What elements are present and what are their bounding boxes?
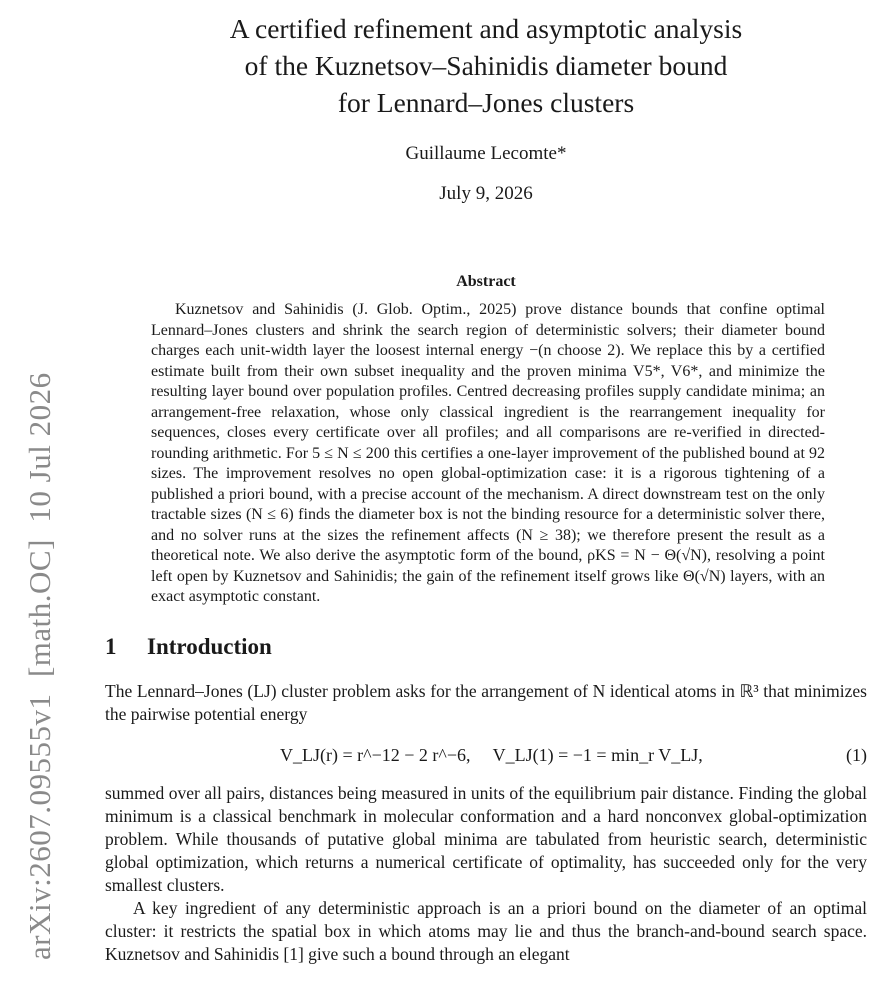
section-title: Introduction (147, 633, 272, 659)
section-body (105, 680, 867, 966)
paper-title (105, 10, 867, 121)
equation-body: V_LJ(r) = r^−12 − 2 r^−6, V_LJ(1) = −1 = min_r V_LJ, (280, 744, 703, 765)
abstract-heading: Abstract (456, 273, 516, 290)
equation-1 (105, 734, 867, 778)
paragraph: The Lennard–Jones (LJ) cluster problem asks for the arrangement of N identical atoms in ℝ³ that minimizes the pairwise potential energy (105, 680, 867, 724)
date: July 9, 2026 (439, 183, 533, 204)
paper-page (105, 0, 867, 966)
equation-number: (1) (846, 744, 867, 765)
title-line: for Lennard–Jones clusters (337, 87, 635, 118)
section-number: 1 (105, 633, 117, 659)
abstract-text: Kuznetsov and Sahinidis (J. Glob. Optim., 2025) prove distance bounds that confine optimal Lennard–Jones clusters and shrink the search region of deterministic solvers; their diameter bound charges each unit-width layer the loosest internal energy −(n choose 2). We replace this by a certified estimate built from their own subset inequality and the proven minima V5*, V6*, and minimize the resulting layer bound over population profiles. Centred decreasing profiles supply candidate minima; an arrangement-free relaxation, whose only classical ingredient is the rearrangement inequality for sequences, closes every certificate over all profiles; and all comparisons are re-verified in directed-rounding arithmetic. For 5 ≤ N ≤ 200 this certifies a one-layer improvement of the published bound at 92 sizes. The improvement resolves no open global-optimization case: it is a rigorous tightening of a published a priori bound, with a precise account of the mechanism. A direct downstream test on the only tractable sizes (N ≤ 6) finds the diameter box is not the binding resource for a deterministic solver there, and no solver runs at the sizes the refinement affects (N ≥ 38); we therefore present the result as a theoretical note. We also derive the asymptotic form of the bound, ρKS = N − Θ(√N), resolving a point left open by Kuznetsov and Sahinidis; the gain of the refinement itself grows like Θ(√N) layers, with an exact asymptotic constant. (151, 301, 825, 605)
paragraph: A key ingredient of any deterministic approach is an a priori bound on the diameter of an optimal cluster: it restricts the spatial box in which atoms may lie and thus the branch-and-bound search space. Kuznetsov and Sahinidis [1] give such a bound through an elegant (105, 897, 867, 964)
abstract (151, 300, 825, 608)
arxiv-sidebar-stamp: arXiv:2607.09555v1 [math.OC] 10 Jul 2026 (22, 372, 57, 960)
title-line: A certified refinement and asymptotic analysis (229, 13, 743, 44)
section-heading (105, 634, 867, 660)
title-line: of the Kuznetsov–Sahinidis diameter bound (244, 50, 728, 81)
author: Guillaume Lecomte* (405, 143, 567, 164)
paragraph: summed over all pairs, distances being measured in units of the equilibrium pair distance. Finding the global minimum is a classical benchmark in molecular conformation and a hard nonconvex global-optimization problem. While thousands of putative global minima are tabulated from heuristic search, deterministic global optimization, which returns a numerical certificate of optimality, has succeeded only for the very smallest clusters. (105, 782, 867, 895)
